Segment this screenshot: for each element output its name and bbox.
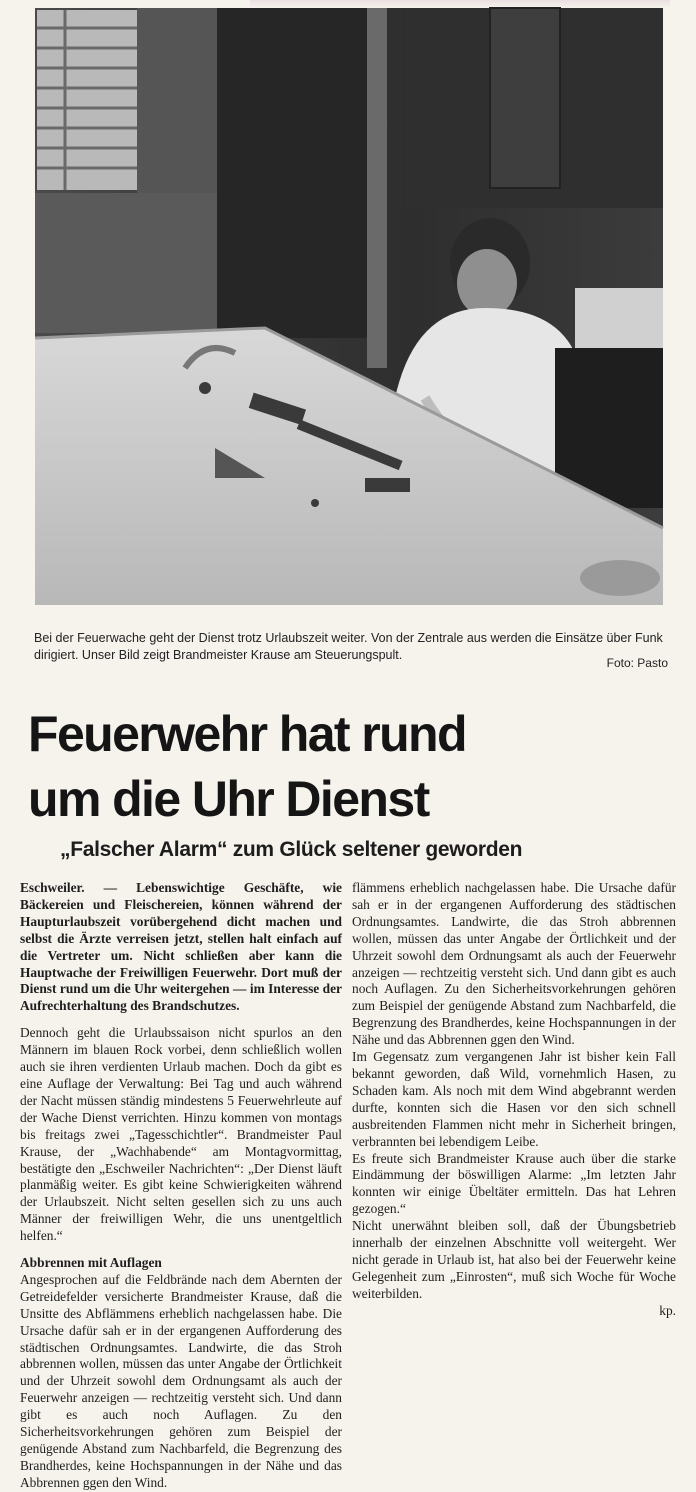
photo-of-officer-at-control-desk-icon <box>35 8 663 605</box>
print-bleed <box>250 0 670 8</box>
article-photo <box>35 8 663 605</box>
article-lead: Eschweiler. — Lebenswichtige Geschäfte, wie Bäckereien und Fleischereien, können während der Haupturlaubszeit vorübergehend dicht machen und selbst die Ärzte verreisen jetzt, stellen halt einfach auf die Vertreter um. Nicht schließen aber kann die Hauptwache der Freiwilligen Feuerwehr. Dort muß der Dienst rund um die Uhr weitergehen — im Interesse der Aufrechterhaltung des Brandschutzes. <box>20 880 342 1014</box>
photo-credit: Foto: Pasto <box>606 656 668 670</box>
article-subheading: Abbrennen mit Auflagen <box>20 1255 162 1271</box>
article-column-left <box>20 880 342 1490</box>
article-paragraph-2-continued: flämmens erheblich nachgelassen habe. Die Ursache dafür sah er in der ergangenen Aufforderung des städtischen Ordnungsamtes. Landwirte, die das Stroh abbrennen wollen, müssen das unter Angabe der Örtlichkeit und der Uhrzeit sowohl dem Ordnungsamt als auch der Feuerwehr anzeigen — rechtzeitig versteht sich. Und dann gibt es auch noch Auflagen. Zu den Sicherheitsvorkehrungen gehören zum Beispiel der genügende Abstand zum Nachbarfeld, die Begrenzung des Brandherdes, keine Hochspannungen in der Nähe und das Abbrennen ggen den Wind. <box>352 880 676 1048</box>
article-column-right <box>352 880 676 1320</box>
headline <box>28 702 668 832</box>
headline-line-2: um die Uhr Dienst <box>28 771 429 827</box>
author-signature: kp. <box>659 1302 676 1318</box>
article-paragraph: Dennoch geht die Urlaubssaison nicht spurlos an den Männern im blauen Rock vorbei, denn schließlich wollen auch sie ihren verdienten Urlaub machen. Doch da gibt es eine Auflage der Verwaltung: Bei Tag und auch während der Nacht müssen ständig mindestens 5 Feuerwehrleute auf der Wache Dienst verrichten. Hinzu kommen von montags bis freitags zwei „Tagesschichtler“. Brandmeister Paul Krause, der „Wachhabende“ am Montagvormittag, bestätigte den „Eschweiler Nachrichten“: „Der Dienst läuft planmäßig weiter. Es gibt keine Schwierigkeiten während der Urlaubszeit. Nicht selten gesellen sich zu uns auch Männer der freiwilligen Wehr, die uns unentgeltlich helfen.“ <box>20 1025 342 1244</box>
article-paragraph-5: Nicht unerwähnt bleiben soll, daß der Übungsbetrieb innerhalb der einzelnen Abschnitte voll weitergeht. Wer nicht gerade in Urlaub ist, hat also bei der Feuerwehr keine Gelegenheit zum „Einrosten“, muß sich Woche für Woche weiterbilden. <box>352 1218 676 1301</box>
article-paragraph-2: Angesprochen auf die Feldbrände nach dem Abernten der Getreidefelder versicherte Brandmeister Krause, daß die Unsitte des Abflämmens erheblich nachgelassen habe. Die Ursache dafür sah er in der ergangenen Aufforderung des städtischen Ordnungsamtes. Landwirte, die das Stroh abbrennen wollen, müssen das unter Angabe der Örtlichkeit und der Uhrzeit sowohl dem Ordnungsamt als auch der Feuerwehr anzeigen — rechtzeitig versteht sich. Und dann gibt es auch noch Auflagen. Zu den Sicherheitsvorkehrungen gehören zum Beispiel der genügende Abstand zum Nachbarfeld, die Begrenzung des Brandherdes, keine Hochspannungen in der Nähe und das Abbrennen ggen den Wind. <box>20 1271 342 1490</box>
headline-line-1: Feuerwehr hat rund <box>28 706 466 762</box>
article-paragraph-3: Im Gegensatz zum vergangenen Jahr ist bisher kein Fall bekannt geworden, daß Wild, vornehmlich Hasen, zu Schaden kam. Als noch mit dem Wind abgebrannt werden durfte, konnten sich die Hasen vor den sich schnell ausbreitenden Flammen nicht mehr in Sicherheit bringen, verbrannten bei lebendigem Leibe. <box>352 1049 676 1149</box>
photo-caption: Bei der Feuerwache geht der Dienst trotz Urlaubszeit weiter. Von der Zentrale aus werden die Einsätze über Funk dirigiert. Unser Bild zeigt Brandmeister Krause am Steuerungspult. <box>34 630 663 662</box>
article-paragraph-4: Es freute sich Brandmeister Krause auch über die starke Eindämmung der böswilligen Alarme: „Im letzten Jahr konnten wir einige Übeltäter ermitteln. Das hat Lehren gezogen.“ <box>352 1150 676 1217</box>
subheadline: „Falscher Alarm“ zum Glück seltener geworden <box>60 838 523 861</box>
